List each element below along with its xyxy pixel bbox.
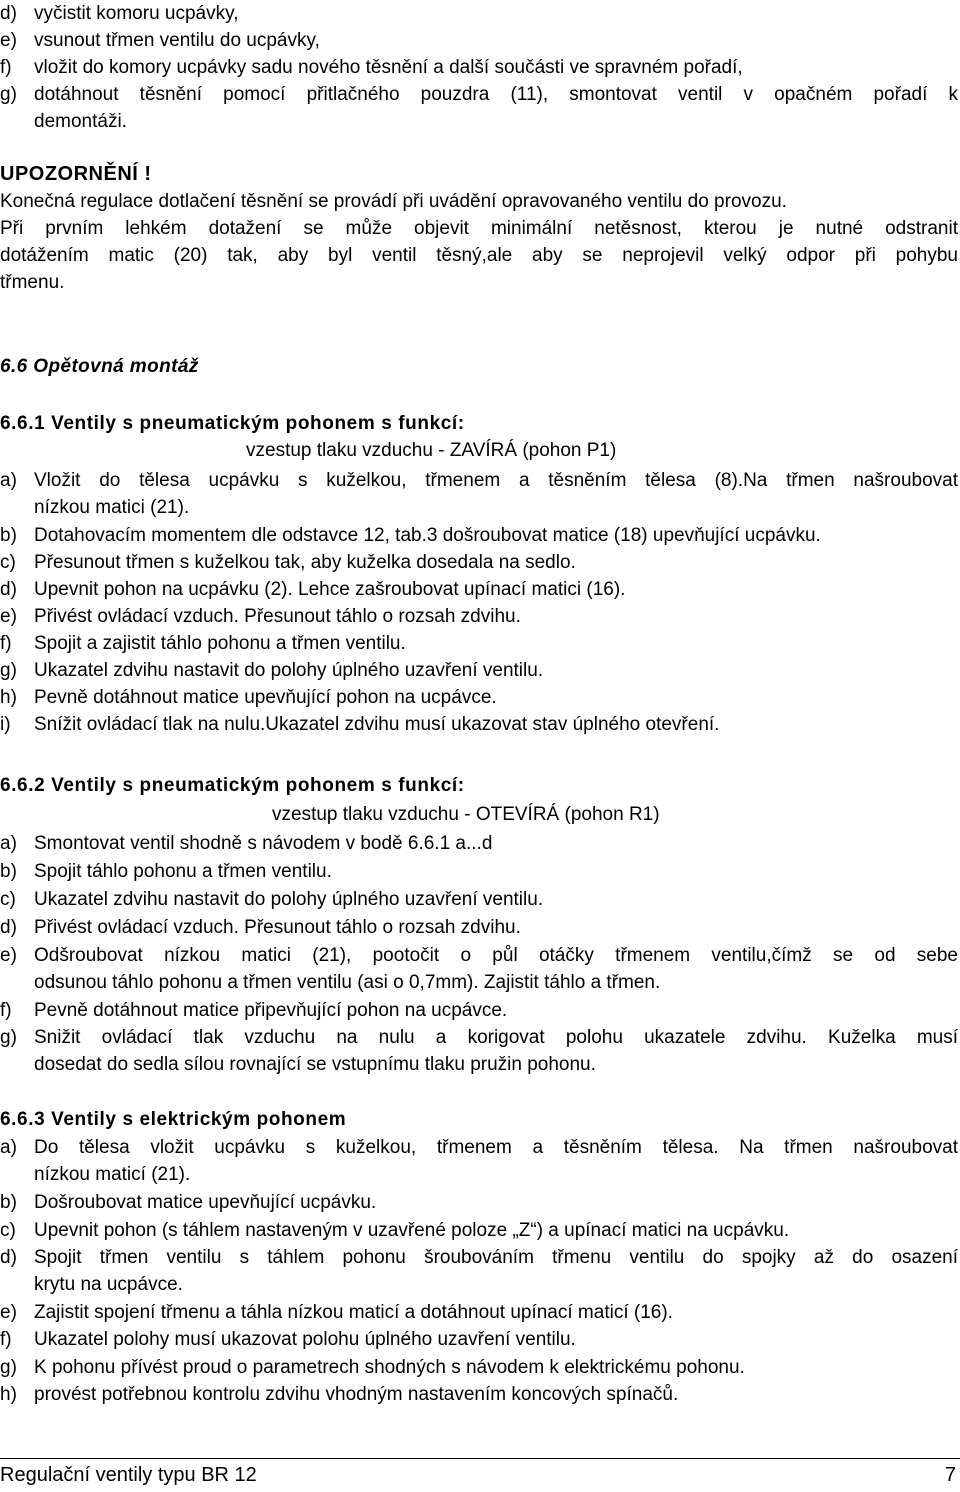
item-text-continued: krytu na ucpávce. bbox=[34, 1274, 183, 1295]
item-text-continued: demontáži. bbox=[34, 111, 127, 132]
item-label: f) bbox=[0, 633, 12, 654]
item-label: e) bbox=[0, 606, 17, 627]
item-text: Došroubovat matice upevňující ucpávku. bbox=[34, 1192, 377, 1213]
item-text: Zajistit spojení třmenu a táhla nízkou maticí a dotáhnout upínací maticí (16). bbox=[34, 1302, 673, 1323]
item-text: Přivést ovládací vzduch. Přesunout táhlo o rozsah zdvihu. bbox=[34, 917, 521, 938]
item-text: vsunout třmen ventilu do ucpávky, bbox=[34, 30, 320, 51]
item-label: b) bbox=[0, 861, 17, 882]
item-label: d) bbox=[0, 1247, 17, 1268]
item-text-continued: nízkou maticí (21). bbox=[34, 1164, 191, 1185]
item-label: e) bbox=[0, 30, 17, 51]
warning-line: Při prvním lehkém dotažení se může objevit minimální netěsnost, kterou je nutné odstranit bbox=[0, 218, 958, 239]
item-text: Vložit do tělesa ucpávku s kuželkou, třmenem a těsněním tělesa (8).Na třmen našroubovat bbox=[34, 470, 958, 491]
subsection-subtitle: vzestup tlaku vzduchu - ZAVÍRÁ (pohon P1) bbox=[246, 440, 617, 461]
item-text: Ukazatel zdvihu nastavit do polohy úplného uzavření ventilu. bbox=[34, 889, 544, 910]
item-label: a) bbox=[0, 1137, 17, 1158]
item-text-continued: nízkou matici (21). bbox=[34, 497, 190, 518]
warning-line: Konečná regulace dotlačení těsnění se provádí při uvádění opravovaného ventilu do provozu. bbox=[0, 191, 787, 212]
item-label: d) bbox=[0, 917, 17, 938]
subsection-heading: 6.6.3 Ventily s elektrickým pohonem bbox=[0, 1109, 347, 1130]
item-label: c) bbox=[0, 1220, 16, 1241]
item-label: e) bbox=[0, 1302, 17, 1323]
item-label: h) bbox=[0, 687, 17, 708]
item-text: K pohonu přívést proud o parametrech shodných s návodem k elektrickému pohonu. bbox=[34, 1357, 745, 1378]
item-label: g) bbox=[0, 1357, 17, 1378]
item-text: provést potřebnou kontrolu zdvihu vhodným nastavením koncových spínačů. bbox=[34, 1384, 679, 1405]
warning-line: třmenu. bbox=[0, 272, 65, 293]
item-text: Smontovat ventil shodně s návodem v bodě 6.6.1 a...d bbox=[34, 833, 493, 854]
item-text-continued: odsunou táhlo pohonu a třmen ventilu (asi o 0,7mm). Zajistit táhlo a třmen. bbox=[34, 972, 661, 993]
item-text: Do tělesa vložit ucpávku s kuželkou, třmenem a těsněním tělesa. Na třmen našroubovat bbox=[34, 1137, 958, 1158]
item-label: h) bbox=[0, 1384, 17, 1405]
page-number: 7 bbox=[944, 1464, 956, 1486]
subsection-subtitle: vzestup tlaku vzduchu - OTEVÍRÁ (pohon R1) bbox=[272, 804, 660, 825]
footer-title: Regulační ventily typu BR 12 bbox=[0, 1464, 257, 1486]
subsection-heading: 6.6.1 Ventily s pneumatickým pohonem s funkcí: bbox=[0, 413, 465, 434]
item-text: Ukazatel polohy musí ukazovat polohu úplného uzavření ventilu. bbox=[34, 1329, 576, 1350]
item-text: Pevně dotáhnout matice upevňující pohon na ucpávce. bbox=[34, 687, 497, 708]
item-label: g) bbox=[0, 1027, 17, 1048]
item-label: f) bbox=[0, 1329, 12, 1350]
item-text: Přesunout třmen s kuželkou tak, aby kuželka dosedala na sedlo. bbox=[34, 552, 576, 573]
item-text: Spojit táhlo pohonu a třmen ventilu. bbox=[34, 861, 332, 882]
item-text: Snižit ovládací tlak vzduchu na nulu a korigovat polohu ukazatele zdvihu. Kuželka musí bbox=[34, 1027, 958, 1048]
item-label: a) bbox=[0, 470, 17, 491]
item-label: f) bbox=[0, 57, 12, 78]
item-text: Upevnit pohon (s táhlem nastaveným v uzavřené poloze „Z“) a upínací matici na ucpávku. bbox=[34, 1220, 790, 1241]
item-text: Spojit a zajistit táhlo pohonu a třmen ventilu. bbox=[34, 633, 406, 654]
item-label: f) bbox=[0, 1000, 12, 1021]
item-text: dotáhnout těsnění pomocí přitlačného pouzdra (11), smontovat ventil v opačném pořadí k bbox=[34, 84, 958, 105]
item-text: Pevně dotáhnout matice připevňující pohon na ucpávce. bbox=[34, 1000, 508, 1021]
item-label: c) bbox=[0, 889, 16, 910]
warning-line: dotážením matic (20) tak, aby byl ventil těsný,ale aby se neprojevil velký odpor při pohybu bbox=[0, 245, 958, 266]
warning-title: UPOZORNĚNÍ ! bbox=[0, 163, 152, 185]
item-label: g) bbox=[0, 84, 17, 105]
item-text: vyčistit komoru ucpávky, bbox=[34, 3, 239, 24]
item-text: Dotahovacím momentem dle odstavce 12, tab.3 došroubovat matice (18) upevňující ucpávku. bbox=[34, 525, 821, 546]
section-heading: 6.6 Opětovná montáž bbox=[0, 356, 199, 377]
item-text: Ukazatel zdvihu nastavit do polohy úplného uzavření ventilu. bbox=[34, 660, 544, 681]
subsection-heading: 6.6.2 Ventily s pneumatickým pohonem s funkcí: bbox=[0, 775, 465, 796]
item-label: g) bbox=[0, 660, 17, 681]
item-label: c) bbox=[0, 552, 16, 573]
item-text: Spojit třmen ventilu s táhlem pohonu šroubováním třmenu ventilu do spojky až do osazení bbox=[34, 1247, 958, 1268]
item-text: Upevnit pohon na ucpávku (2). Lehce zašroubovat upínací matici (16). bbox=[34, 579, 626, 600]
item-text: Snížit ovládací tlak na nulu.Ukazatel zdvihu musí ukazovat stav úplného otevření. bbox=[34, 714, 720, 735]
item-label: b) bbox=[0, 1192, 17, 1213]
item-text: Přivést ovládací vzduch. Přesunout táhlo o rozsah zdvihu. bbox=[34, 606, 521, 627]
item-label: e) bbox=[0, 945, 17, 966]
item-label: b) bbox=[0, 525, 17, 546]
item-label: a) bbox=[0, 833, 17, 854]
item-label: i) bbox=[0, 714, 11, 735]
item-label: d) bbox=[0, 579, 17, 600]
item-text: Odšroubovat nízkou matici (21), pootočit o půl otáčky třmenem ventilu,čímž se od sebe bbox=[34, 945, 958, 966]
footer-divider bbox=[0, 1458, 960, 1459]
item-text: vložit do komory ucpávky sadu nového těsnění a další součásti ve spravném pořadí, bbox=[34, 57, 743, 78]
item-label: d) bbox=[0, 3, 17, 24]
item-text-continued: dosedat do sedla sílou rovnající se vstupnímu tlaku pružin pohonu. bbox=[34, 1054, 596, 1075]
